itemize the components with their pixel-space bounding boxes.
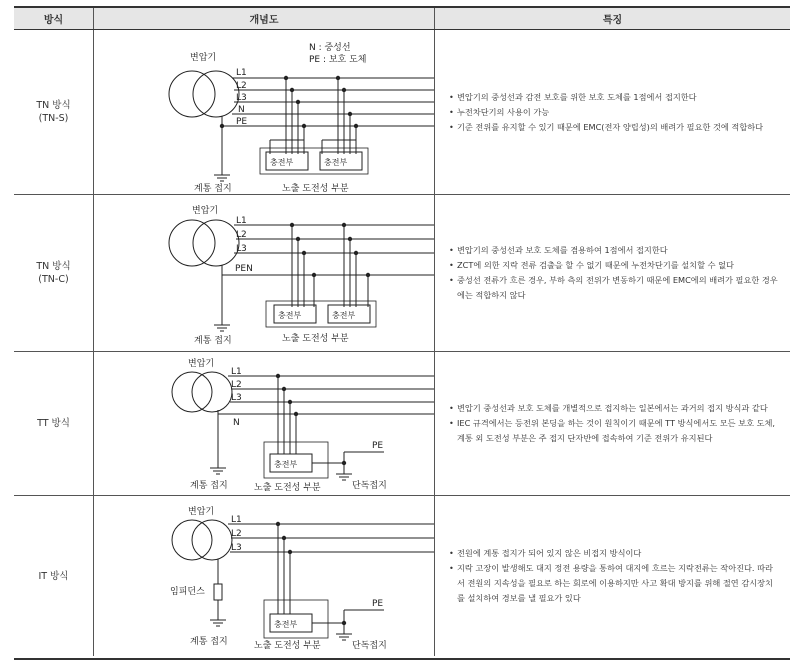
n-label: N — [233, 418, 240, 428]
live-part-label: 충전부 — [278, 311, 302, 320]
features-cell — [435, 195, 790, 351]
feature-item: • 변압기의 중성선과 보호 도체를 겸용하여 1점에서 접지한다 — [449, 243, 778, 258]
l3-label: L3 — [231, 393, 242, 403]
exposed-part-label: 노출 도전성 부분 — [254, 483, 321, 493]
l2-label: L2 — [236, 230, 247, 240]
l3-label: L3 — [236, 93, 247, 103]
l1-label: L1 — [231, 367, 242, 377]
diagram-cell — [94, 352, 435, 495]
live-part-label: 충전부 — [324, 158, 348, 167]
exposed-part-label: 노출 도전성 부분 — [282, 334, 349, 344]
table-header — [14, 8, 790, 30]
feature-item: • 중성선 전류가 흐른 경우, 부하 측의 전위가 변동하기 때문에 EMC에의 배려가 필요한 경우에는 적합하지 않다 — [449, 273, 778, 303]
header-diagram: 개념도 — [94, 8, 435, 29]
pe-label: PE — [372, 599, 384, 609]
feature-item: • 지락 고장이 발생해도 대지 정전 용량을 통하여 대지에 흐르는 지락전류는 작아진다. 따라서 전원의 지속성을 필요로 하는 회로에 이용하지만 사고 확대 방지를 위해 절연 감시장치를 설치하여 경보를 낼 필요가 있다 — [449, 561, 778, 606]
l2-label: L2 — [236, 81, 247, 91]
transformer-label: 변압기 — [190, 53, 217, 63]
l2-label: L2 — [231, 529, 242, 539]
grounding-table — [14, 6, 790, 660]
l1-label: L1 — [231, 515, 242, 525]
live-part-label: 충전부 — [270, 158, 294, 167]
tt-diagram — [94, 352, 435, 496]
legend-pe: PE : 보호 도체 — [309, 55, 367, 65]
diagram-cell — [94, 30, 435, 194]
feature-item: • 변압기 중성선과 보호 도체를 개별적으로 접지하는 일본에서는 과거의 접지 방식과 같다 — [449, 401, 778, 416]
method-cell — [14, 352, 94, 495]
n-label: N — [238, 105, 245, 115]
table-row — [14, 195, 790, 352]
system-earth-label: 계통 접지 — [190, 637, 228, 647]
independent-earth-label: 단독접지 — [352, 641, 387, 651]
method-name: IT 방식 — [38, 570, 69, 582]
impedance-label: 임피던스 — [170, 587, 205, 597]
system-earth-label: 계통 접지 — [194, 184, 232, 194]
exposed-part-label: 노출 도전성 부분 — [282, 184, 349, 194]
tns-diagram — [94, 30, 435, 195]
pen-label: PEN — [235, 264, 253, 274]
table-row — [14, 30, 790, 195]
live-part-label: 충전부 — [274, 460, 298, 469]
method-cell — [14, 30, 94, 194]
l3-label: L3 — [236, 244, 247, 254]
exposed-part-label: 노출 도전성 부분 — [254, 641, 321, 651]
l2-label: L2 — [231, 380, 242, 390]
live-part-label: 충전부 — [274, 620, 298, 629]
method-cell — [14, 496, 94, 656]
method-name: TT 방식 — [37, 418, 70, 429]
method-sub: (TN-S) — [38, 113, 69, 124]
pe-label: PE — [372, 441, 384, 451]
pe-label: PE — [236, 117, 248, 127]
diagram-cell — [94, 195, 435, 351]
features-cell — [435, 30, 790, 194]
l1-label: L1 — [236, 216, 247, 226]
l1-label: L1 — [236, 68, 247, 78]
feature-item: • IEC 규격에서는 등전위 본딩을 하는 것이 원칙이기 때문에 TT 방식에서도 모든 보호 도체, 계통 외 도전성 부분은 주 접지 단자반에 접속하여 기준 전위가 유지된다 — [449, 416, 778, 446]
table-row — [14, 496, 790, 656]
system-earth-label: 계통 접지 — [190, 481, 228, 491]
transformer-label: 변압기 — [192, 206, 219, 216]
feature-item: • 기준 전위를 유지할 수 있기 때문에 EMC(전자 양립성)의 배려가 필요한 것에 적합하다 — [449, 120, 778, 135]
system-earth-label: 계통 접지 — [194, 336, 232, 346]
live-part-label: 충전부 — [332, 311, 356, 320]
method-sub: (TN-C) — [38, 274, 69, 285]
l3-label: L3 — [231, 543, 242, 553]
it-diagram — [94, 496, 435, 656]
diagram-cell — [94, 496, 435, 656]
feature-item: • 누전차단기의 사용이 가능 — [449, 105, 778, 120]
transformer-label: 변압기 — [188, 359, 215, 369]
method-cell — [14, 195, 94, 351]
features-cell — [435, 496, 790, 656]
legend-n: N : 중성선 — [309, 43, 351, 53]
header-method: 방식 — [14, 8, 94, 29]
feature-item: • ZCT에 의한 지락 전류 검출을 할 수 없기 때문에 누전차단기를 설치할 수 없다 — [449, 258, 778, 273]
feature-item: • 전원에 계통 접지가 되어 있지 않은 비접지 방식이다 — [449, 546, 778, 561]
transformer-label: 변압기 — [188, 507, 215, 517]
header-features: 특징 — [602, 15, 623, 26]
features-cell — [435, 352, 790, 495]
method-name: TN 방식 — [36, 100, 71, 111]
independent-earth-label: 단독접지 — [352, 481, 387, 491]
feature-item: • 변압기의 중성선과 감전 보호를 위한 보호 도체를 1점에서 접지한다 — [449, 90, 778, 105]
table-row — [14, 352, 790, 496]
tnc-diagram — [94, 195, 435, 352]
method-name: TN 방식 — [36, 261, 71, 272]
